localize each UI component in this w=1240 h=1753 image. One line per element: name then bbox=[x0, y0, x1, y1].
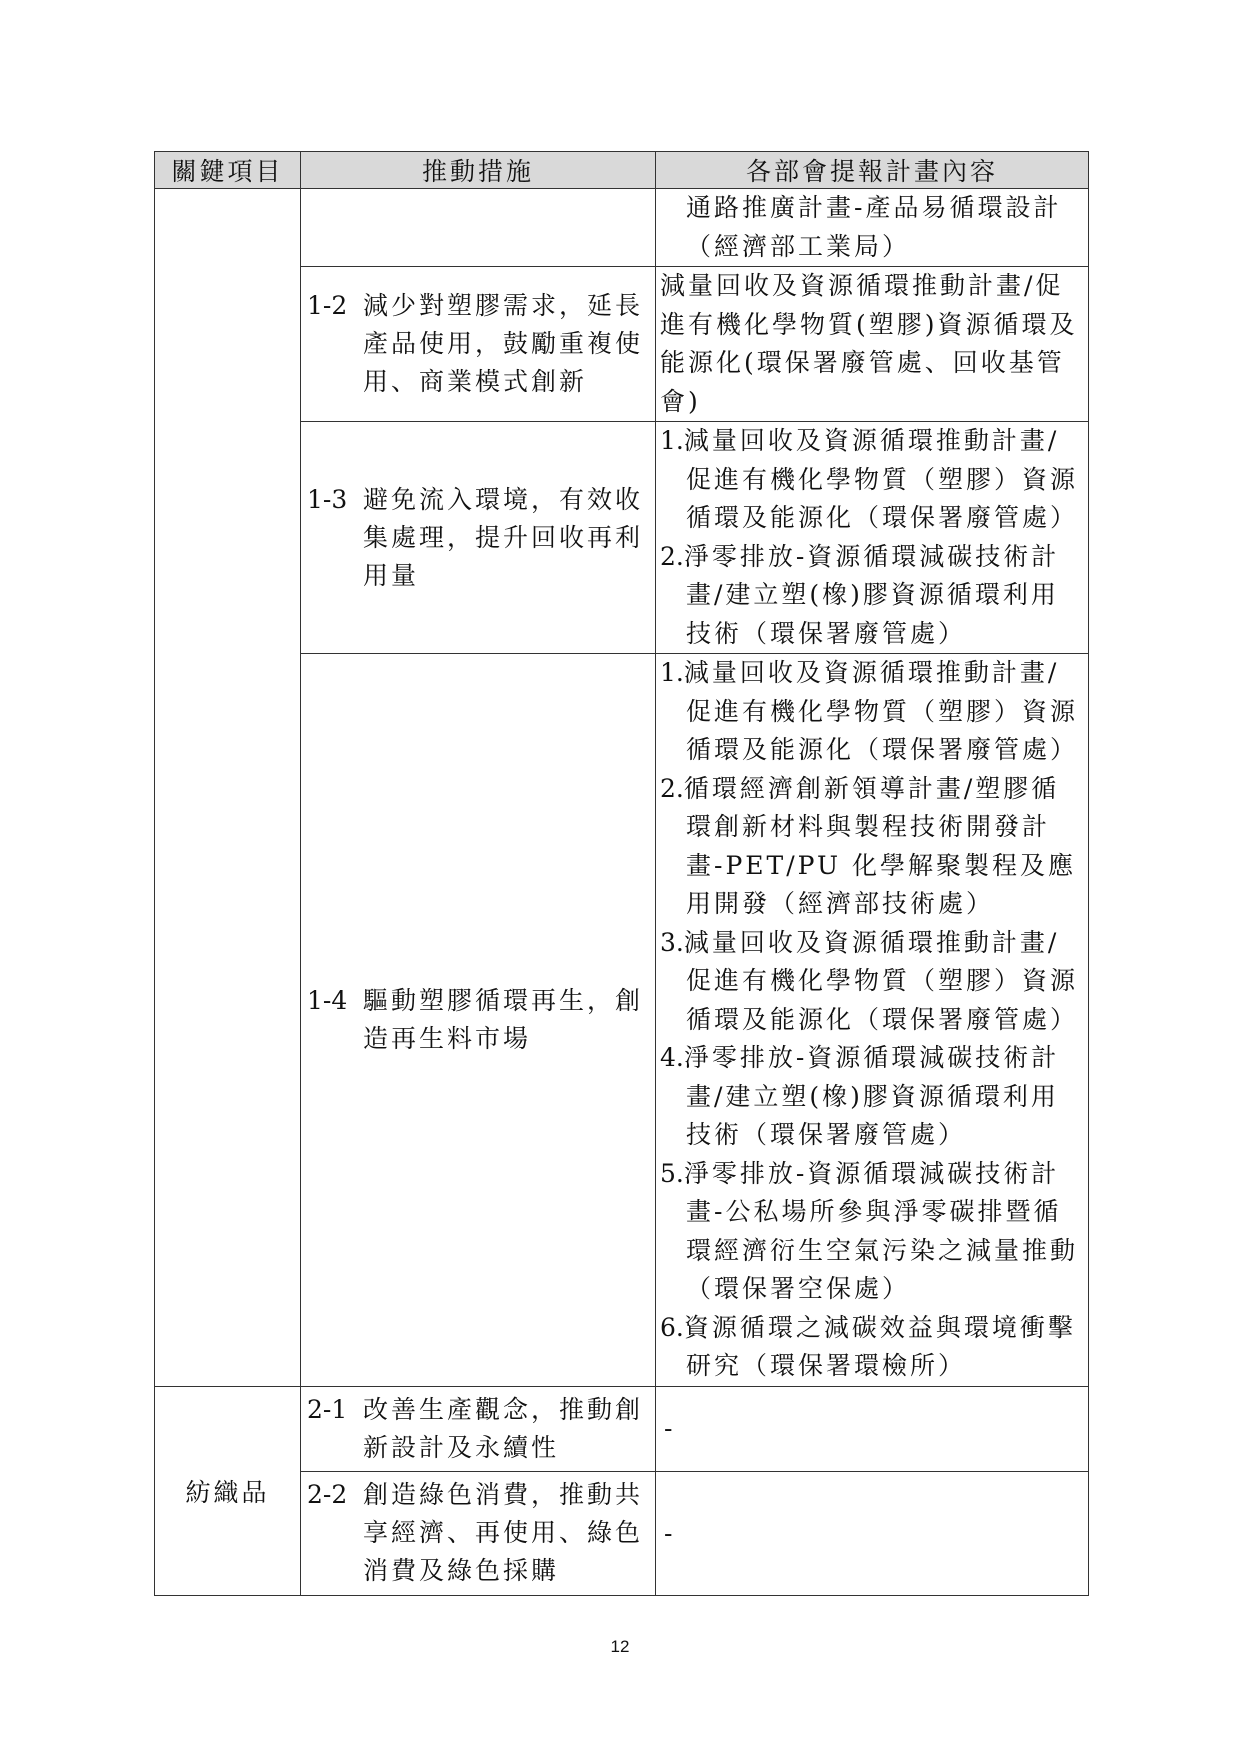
key-item-cell bbox=[155, 189, 301, 1387]
header-key-item: 關鍵項目 bbox=[155, 152, 301, 189]
plan-item bbox=[660, 422, 1084, 538]
page-number: 12 bbox=[610, 1637, 630, 1656]
measure-cell bbox=[301, 1386, 656, 1471]
measure-text: 改善生產觀念，推動創新設計及永續性 bbox=[363, 1394, 644, 1462]
table-row bbox=[155, 189, 1089, 267]
plan-item-text: 資源循環之減碳效益與環境衝擊研究（環保署環檢所） bbox=[683, 1312, 1076, 1380]
plan-item: 通路推廣計畫-產品易循環設計（經濟部工業局） bbox=[686, 193, 1062, 261]
measure-cell bbox=[301, 267, 656, 422]
plan-cell bbox=[656, 189, 1089, 267]
plan-item-text: 循環經濟創新領導計畫/塑膠循環創新材料與製程技術開發計畫-PET/PU 化學解聚製程及應用開發（經濟部技術處） bbox=[683, 773, 1077, 918]
plan-cell bbox=[656, 654, 1089, 1387]
plan-item-text: 淨零排放-資源循環減碳技術計畫-公私場所參與淨零碳排暨循環經濟衍生空氣污染之減量推動（環保署空保處） bbox=[683, 1158, 1079, 1303]
measure-number: 1-3 bbox=[307, 484, 348, 514]
measure-number: 2-2 bbox=[307, 1480, 348, 1509]
measure-number: 1-4 bbox=[307, 985, 348, 1015]
plan-cell: - bbox=[656, 1386, 1089, 1471]
plan-item-text: 減量回收及資源循環推動計畫/促進有機化學物質（塑膠）資源循環及能源化（環保署廢管處） bbox=[683, 658, 1079, 764]
plan-item: 減量回收及資源循環推動計畫/促進有機化學物質(塑膠)資源循環及能源化(環保署廢管處、回收基管會) bbox=[660, 271, 1078, 416]
plan-item bbox=[660, 1039, 1084, 1155]
measure-text: 創造綠色消費，推動共享經濟、再使用、綠色消費及綠色採購 bbox=[363, 1480, 644, 1585]
measure-cell bbox=[301, 189, 656, 267]
plan-cell bbox=[656, 267, 1089, 422]
plan-cell: - bbox=[656, 1471, 1089, 1595]
plan-item-number: 1. bbox=[660, 426, 684, 455]
plan-item bbox=[660, 654, 1084, 770]
measure-number: 1-2 bbox=[307, 291, 348, 320]
plan-item bbox=[660, 538, 1084, 654]
header-plan-content: 各部會提報計畫內容 bbox=[656, 152, 1089, 189]
plan-item-text: 減量回收及資源循環推動計畫/促進有機化學物質（塑膠）資源循環及能源化（環保署廢管處） bbox=[683, 927, 1079, 1034]
table-row bbox=[155, 1386, 1089, 1471]
header-measure: 推動措施 bbox=[301, 152, 656, 189]
plan-table bbox=[154, 151, 1089, 1596]
plan-item-number: 4. bbox=[660, 1043, 684, 1072]
measure-cell bbox=[301, 1471, 656, 1595]
plan-item bbox=[660, 1309, 1084, 1386]
plan-item bbox=[660, 1155, 1084, 1309]
plan-cell bbox=[656, 422, 1089, 654]
plan-item-number: 2. bbox=[660, 541, 684, 571]
plan-item-number: 6. bbox=[660, 1312, 684, 1342]
measure-text: 避免流入環境，有效收集處理，提升回收再利用量 bbox=[363, 484, 644, 590]
plan-item-text: 淨零排放-資源循環減碳技術計畫/建立塑(橡)膠資源循環利用技術（環保署廢管處） bbox=[683, 541, 1060, 648]
measure-text: 驅動塑膠循環再生，創造再生料市場 bbox=[363, 985, 644, 1053]
plan-item-text: 減量回收及資源循環推動計畫/促進有機化學物質（塑膠）資源循環及能源化（環保署廢管處） bbox=[683, 426, 1079, 532]
measure-cell bbox=[301, 422, 656, 654]
plan-item-number: 1. bbox=[660, 658, 684, 687]
plan-item-number: 5. bbox=[660, 1158, 684, 1188]
plan-item-number: 2. bbox=[660, 773, 684, 803]
plan-item-text: 淨零排放-資源循環減碳技術計畫/建立塑(橡)膠資源循環利用技術（環保署廢管處） bbox=[683, 1043, 1060, 1149]
key-item-cell: 紡織品 bbox=[155, 1386, 301, 1595]
table-header-row bbox=[155, 152, 1089, 189]
measure-text: 減少對塑膠需求，延長產品使用，鼓勵重複使用、商業模式創新 bbox=[363, 291, 644, 396]
plan-item bbox=[660, 924, 1084, 1040]
plan-item-number: 3. bbox=[660, 927, 684, 957]
plan-item bbox=[660, 770, 1084, 924]
measure-number: 2-1 bbox=[307, 1394, 348, 1424]
measure-cell bbox=[301, 654, 656, 1387]
